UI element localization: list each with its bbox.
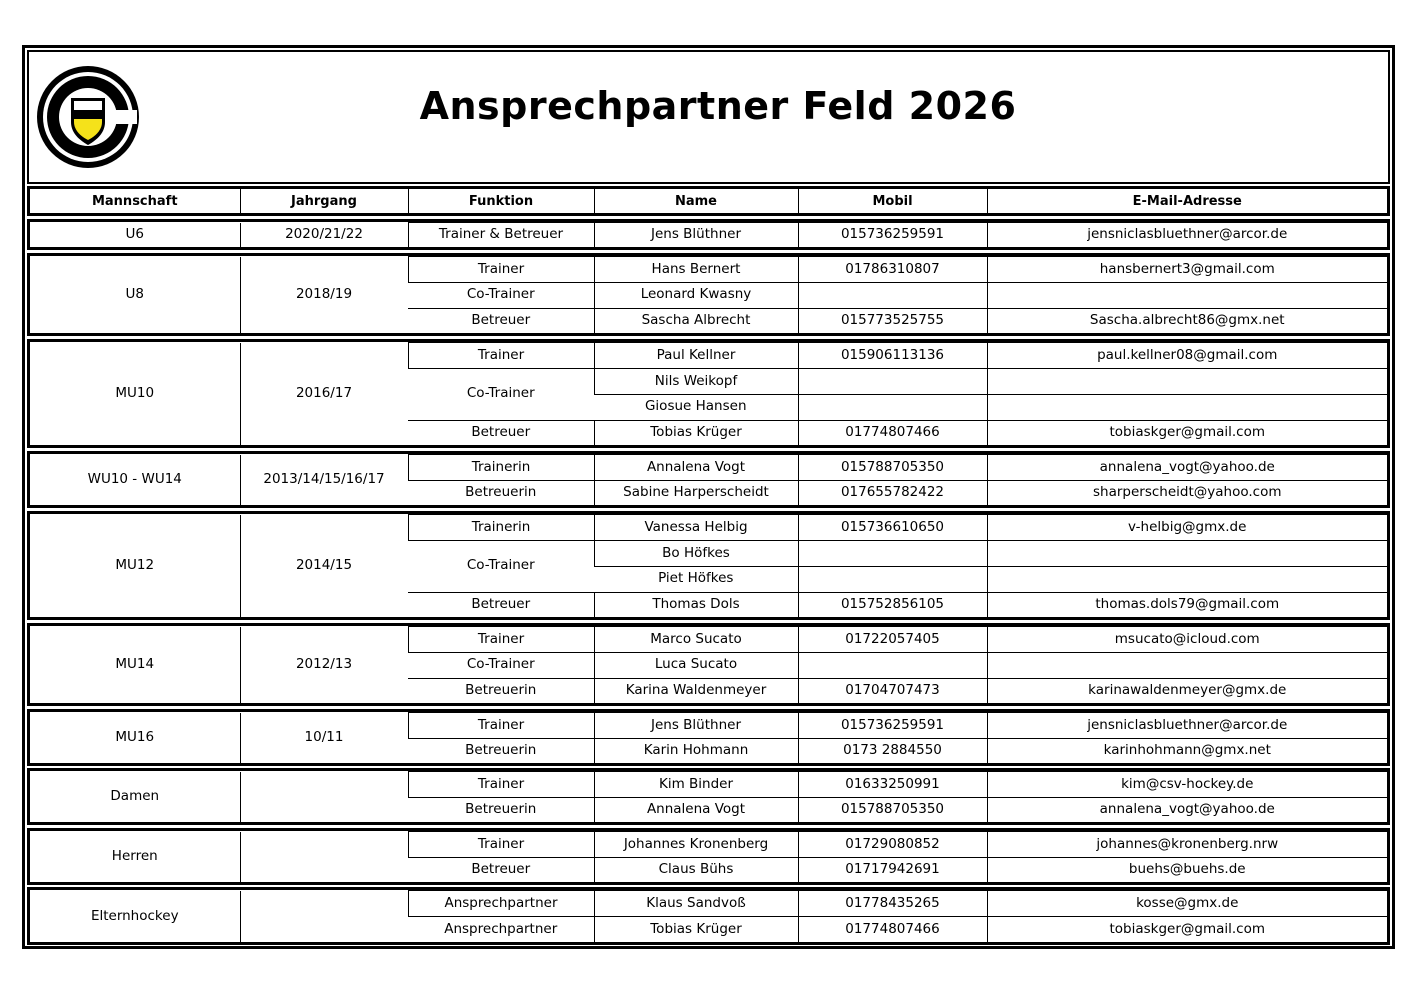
team-block <box>27 709 1390 766</box>
email-cell <box>987 282 1387 308</box>
team-block <box>27 511 1390 620</box>
name-cell: Johannes Kronenberg <box>594 832 798 858</box>
function-cell: Co-Trainer <box>408 282 594 308</box>
function-cell: Trainerin <box>408 455 594 481</box>
mobile-cell: 01717942691 <box>798 857 987 882</box>
function-cell: Trainer & Betreuer <box>408 223 594 248</box>
mobile-cell <box>798 652 987 678</box>
email-cell <box>987 566 1387 592</box>
email-cell: jensniclasbluethner@arcor.de <box>987 713 1387 739</box>
team-block <box>27 339 1390 448</box>
function-cell: Betreuerin <box>408 738 594 763</box>
function-cell: Betreuerin <box>408 797 594 822</box>
team-cell: MU12 <box>115 557 155 573</box>
email-cell: karinawaldenmeyer@gmx.de <box>987 678 1387 703</box>
function-cell: Betreuer <box>408 592 594 617</box>
name-cell: Claus Bühs <box>594 857 798 882</box>
name-cell: Tobias Krüger <box>594 917 798 942</box>
email-cell: karinhohmann@gmx.net <box>987 738 1387 763</box>
team-block <box>27 253 1390 336</box>
year-cell: 2012/13 <box>240 627 408 704</box>
name-cell: Karina Waldenmeyer <box>594 678 798 703</box>
year-cell: 2018/19 <box>240 257 408 334</box>
team-block <box>27 451 1390 508</box>
name-cell: Luca Sucato <box>594 652 798 678</box>
table-row <box>30 832 1387 858</box>
email-cell: kosse@gmx.de <box>987 891 1387 917</box>
name-cell: Giosue Hansen <box>594 394 798 420</box>
team-cell: MU10 <box>115 385 155 401</box>
team-block <box>27 887 1390 945</box>
name-cell: Nils Weikopf <box>594 368 798 394</box>
name-cell: Bo Höfkes <box>594 540 798 566</box>
email-cell: thomas.dols79@gmail.com <box>987 592 1387 617</box>
table-row <box>30 343 1387 369</box>
function-cell: Trainer <box>408 772 594 798</box>
column-header-funktion: Funktion <box>408 189 594 213</box>
year-cell <box>240 832 408 883</box>
table-row <box>30 515 1387 541</box>
function-cell: Co-Trainer <box>408 368 594 420</box>
function-cell: Trainerin <box>408 515 594 541</box>
mobile-cell: 015736259591 <box>798 713 987 739</box>
email-cell: buehs@buehs.de <box>987 857 1387 882</box>
column-header-mannschaft: Mannschaft <box>91 193 178 209</box>
table-row <box>30 257 1387 283</box>
year-cell <box>240 772 408 823</box>
table-row <box>30 223 1387 248</box>
email-cell <box>987 540 1387 566</box>
column-header-mobil: Mobil <box>798 189 987 213</box>
name-cell: Thomas Dols <box>594 592 798 617</box>
email-cell: annalena_vogt@yahoo.de <box>987 455 1387 481</box>
table-row <box>30 455 1387 481</box>
team-block <box>27 623 1390 706</box>
year-cell: 2013/14/15/16/17 <box>240 455 408 506</box>
mobile-cell: 015788705350 <box>798 797 987 822</box>
team-block <box>27 219 1390 250</box>
email-cell: v-helbig@gmx.de <box>987 515 1387 541</box>
team-cell: MU14 <box>115 656 155 672</box>
mobile-cell <box>798 282 987 308</box>
team-cell: U6 <box>125 226 144 242</box>
mobile-cell: 0173 2884550 <box>798 738 987 763</box>
function-cell: Betreuer <box>408 857 594 882</box>
name-cell: Sabine Harperscheidt <box>594 480 798 505</box>
mobile-cell: 015773525755 <box>798 308 987 333</box>
name-cell: Piet Höfkes <box>594 566 798 592</box>
email-cell: annalena_vogt@yahoo.de <box>987 797 1387 822</box>
function-cell: Betreuerin <box>408 678 594 703</box>
mobile-cell: 015788705350 <box>798 455 987 481</box>
mobile-cell: 01704707473 <box>798 678 987 703</box>
name-cell: Karin Hohmann <box>594 738 798 763</box>
team-cell: U8 <box>125 286 144 302</box>
function-cell: Trainer <box>408 343 594 369</box>
function-cell: Trainer <box>408 257 594 283</box>
email-cell: Sascha.albrecht86@gmx.net <box>987 308 1387 333</box>
table-row <box>30 627 1387 653</box>
year-cell: 2016/17 <box>240 343 408 446</box>
email-cell <box>987 394 1387 420</box>
year-cell: 10/11 <box>240 713 408 764</box>
name-cell: Leonard Kwasny <box>594 282 798 308</box>
email-cell: sharperscheidt@yahoo.com <box>987 480 1387 505</box>
function-cell: Co-Trainer <box>408 652 594 678</box>
table-row <box>30 891 1387 917</box>
year-cell <box>240 891 408 943</box>
mobile-cell: 01786310807 <box>798 257 987 283</box>
name-cell: Jens Blüthner <box>594 713 798 739</box>
function-cell: Trainer <box>408 713 594 739</box>
mobile-cell: 01778435265 <box>798 891 987 917</box>
team-cell: WU10 - WU14 <box>87 471 182 487</box>
function-cell: Ansprechpartner <box>408 917 594 942</box>
name-cell: Paul Kellner <box>594 343 798 369</box>
table-row <box>30 772 1387 798</box>
mobile-cell <box>798 394 987 420</box>
mobile-cell: 01774807466 <box>798 420 987 445</box>
table-header <box>27 186 1390 216</box>
name-cell: Hans Bernert <box>594 257 798 283</box>
name-cell: Vanessa Helbig <box>594 515 798 541</box>
mobile-cell: 015906113136 <box>798 343 987 369</box>
email-cell: johannes@kronenberg.nrw <box>987 832 1387 858</box>
email-cell: msucato@icloud.com <box>987 627 1387 653</box>
team-cell: Elternhockey <box>90 907 179 924</box>
mobile-cell <box>798 368 987 394</box>
email-cell: tobiaskger@gmail.com <box>987 917 1387 942</box>
mobile-cell: 015736610650 <box>798 515 987 541</box>
column-header-jahrgang: Jahrgang <box>240 189 408 213</box>
name-cell: Annalena Vogt <box>594 797 798 822</box>
name-cell: Annalena Vogt <box>594 455 798 481</box>
function-cell: Betreuerin <box>408 480 594 505</box>
mobile-cell <box>798 566 987 592</box>
function-cell: Ansprechpartner <box>408 891 594 917</box>
email-cell: hansbernert3@gmail.com <box>987 257 1387 283</box>
function-cell: Betreuer <box>408 420 594 445</box>
mobile-cell: 01722057405 <box>798 627 987 653</box>
mobile-cell: 01729080852 <box>798 832 987 858</box>
year-cell: 2020/21/22 <box>240 223 408 248</box>
table-row <box>30 713 1387 739</box>
email-cell <box>987 368 1387 394</box>
team-cell: Damen <box>110 788 160 804</box>
email-cell: paul.kellner08@gmail.com <box>987 343 1387 369</box>
mobile-cell: 015752856105 <box>798 592 987 617</box>
name-cell: Tobias Krüger <box>594 420 798 445</box>
email-cell: kim@csv-hockey.de <box>987 772 1387 798</box>
function-cell: Co-Trainer <box>408 540 594 592</box>
team-block <box>27 768 1390 825</box>
function-cell: Trainer <box>408 627 594 653</box>
email-cell <box>987 652 1387 678</box>
name-cell: Jens Blüthner <box>594 223 798 248</box>
name-cell: Klaus Sandvoß <box>594 891 798 917</box>
column-header-email: E-Mail-Adresse <box>987 189 1387 213</box>
mobile-cell: 01774807466 <box>798 917 987 942</box>
team-cell: MU16 <box>115 729 155 745</box>
mobile-cell: 015736259591 <box>798 223 987 248</box>
mobile-cell: 017655782422 <box>798 480 987 505</box>
function-cell: Betreuer <box>408 308 594 333</box>
name-cell: Sascha Albrecht <box>594 308 798 333</box>
name-cell: Kim Binder <box>594 772 798 798</box>
email-cell: tobiaskger@gmail.com <box>987 420 1387 445</box>
column-header-name: Name <box>594 189 798 213</box>
mobile-cell <box>798 540 987 566</box>
year-cell: 2014/15 <box>240 515 408 618</box>
page-title: Ansprechpartner Feld 2026 <box>419 84 1017 128</box>
name-cell: Marco Sucato <box>594 627 798 653</box>
email-cell: jensniclasbluethner@arcor.de <box>987 223 1387 248</box>
team-block <box>27 828 1390 885</box>
function-cell: Trainer <box>408 832 594 858</box>
mobile-cell: 01633250991 <box>798 772 987 798</box>
team-cell: Herren <box>111 848 158 864</box>
